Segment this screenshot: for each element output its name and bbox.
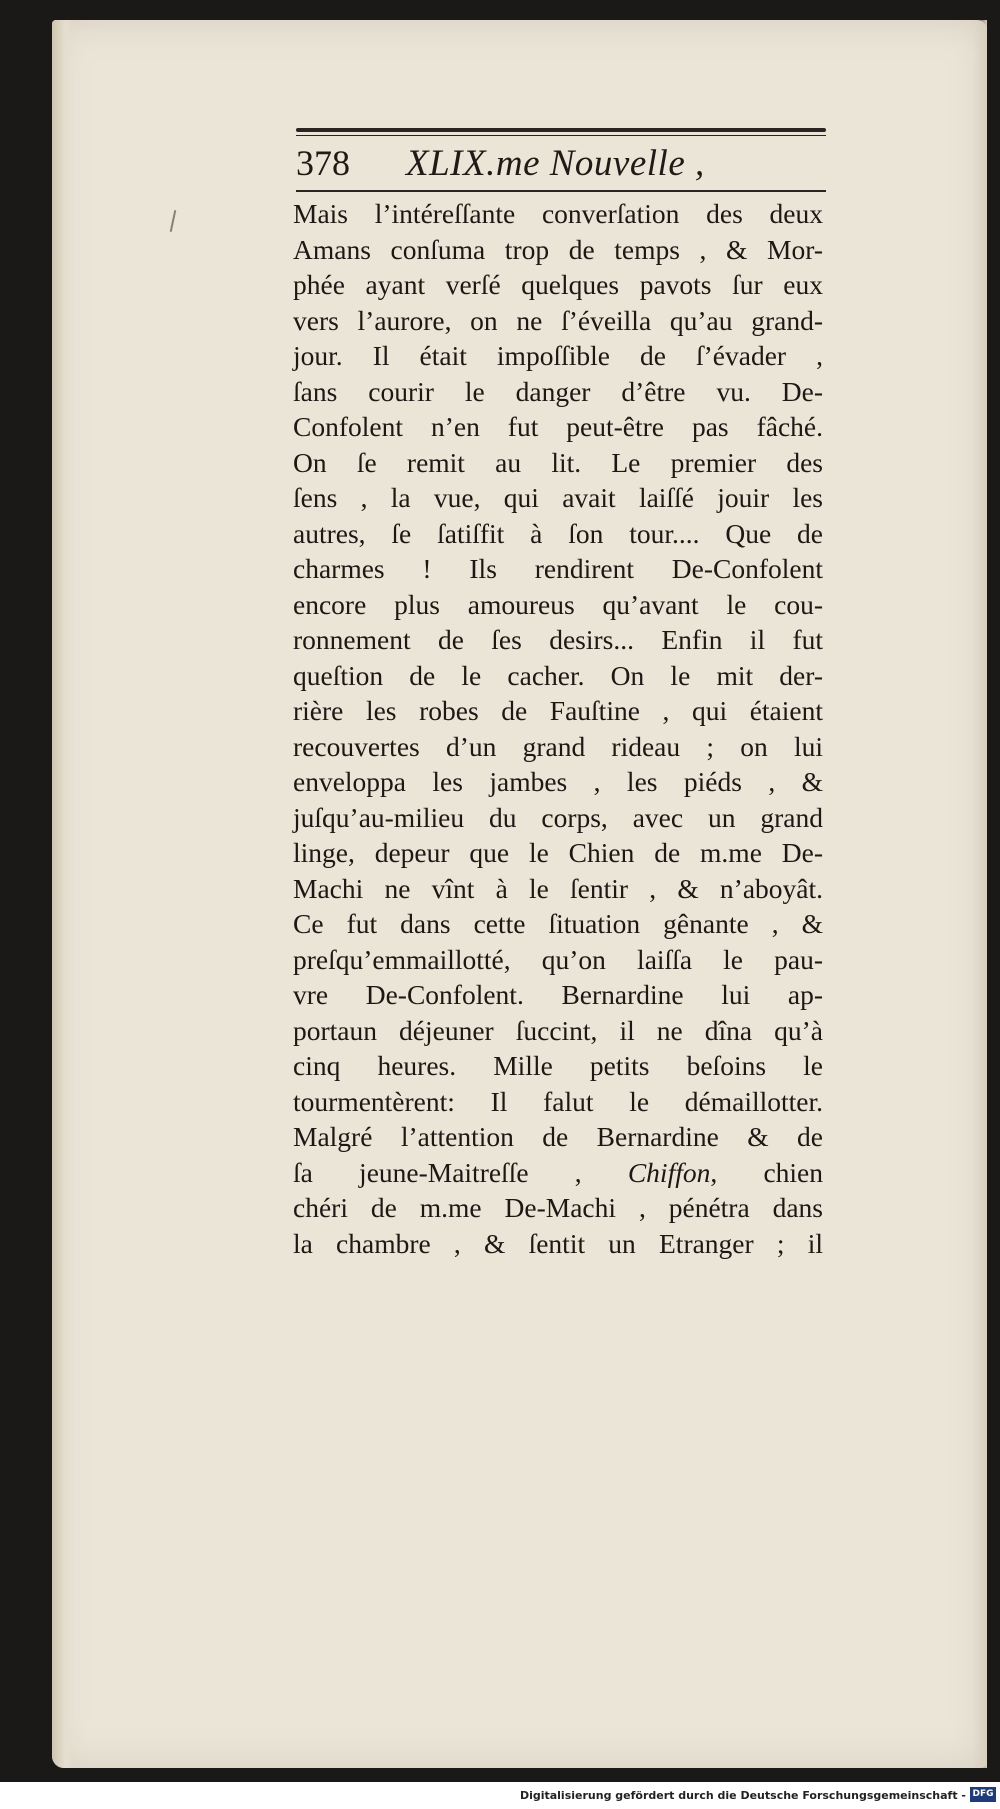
text-line: Mais l’intéreſſante converſation des deux (293, 198, 823, 229)
text-line: ronnement de ſes desirs... Enfin il fut (293, 624, 823, 655)
text-line: recouvertes d’un grand rideau ; on lui (293, 730, 823, 762)
digitization-footer (0, 1782, 1000, 1809)
text-line: preſqu’emmaillotté, qu’on laiſſa le pau- (293, 943, 823, 975)
text-line: enveloppa les jambes , les piéds , & (293, 766, 823, 797)
body-text (293, 196, 823, 1261)
text-line: ſens , la vue, qui avait laiſſé jouir les (293, 482, 823, 513)
text-line: On ſe remit au lit. Le premier des (293, 446, 823, 478)
text-line: queſtion de le cacher. On le mit der- (293, 659, 823, 691)
text-line-with-italic (293, 1155, 823, 1191)
text-line: jour. Il était impoſſible de ſ’évader , (293, 340, 823, 371)
header-rule-top (296, 128, 826, 132)
header-rule-top-thin (296, 135, 826, 136)
text-line: chéri de m.me De-Machi , pénétra dans (293, 1192, 823, 1223)
text-line: ſans courir le danger d’être vu. De- (293, 375, 823, 407)
text-line: vre De-Confolent. Bernardine lui ap- (293, 979, 823, 1010)
text-line: autres, ſe ſatiſfit à ſon tour.... Que de (293, 517, 823, 549)
text-segment: ſa jeune-Maitreſſe , (293, 1156, 582, 1188)
funding-credit: Digitalisierung gefördert durch die Deutsche Forschungsgemeinschaft - (519, 1789, 966, 1802)
page-gutter-shadow (52, 20, 72, 1768)
text-line: Malgré l’attention de Bernardine & de (293, 1121, 823, 1152)
text-line: Machi ne vînt à le ſentir , & n’aboyât. (293, 872, 823, 904)
text-segment: , chien (710, 1156, 823, 1188)
text-line: tourmentèrent: Il falut le démaillotter. (293, 1085, 823, 1117)
header-rule-bottom (296, 190, 826, 192)
text-line: vers l’aurore, on ne ſ’éveilla qu’au grand- (293, 304, 823, 336)
page-edge-shadow (973, 20, 987, 1768)
text-line: linge, depeur que le Chien de m.me De- (293, 837, 823, 868)
text-line: charmes ! Ils rendirent De-Confolent (293, 553, 823, 584)
text-line: Amans conſuma trop de temps , & Mor- (293, 233, 823, 265)
text-line: rière les robes de Fauſtine , qui étaient (293, 695, 823, 726)
text-line: phée ayant verſé quelques pavots ſur eux (293, 269, 823, 300)
running-title: XLIX.me Nouvelle , (406, 143, 705, 184)
italic-name: Chiffon (627, 1156, 711, 1188)
running-header (296, 140, 826, 186)
text-line: Ce fut dans cette ſituation gênante , & (293, 908, 823, 939)
text-line: portaun déjeuner ſuccint, il ne dîna qu’à (293, 1014, 823, 1046)
text-line: Confolent n’en fut peut-être pas fâché. (293, 411, 823, 442)
text-line: juſqu’au-milieu du corps, avec un grand (293, 801, 823, 833)
dfg-logo-icon: DFG (970, 1787, 996, 1802)
text-line: encore plus amoureus qu’avant le cou- (293, 588, 823, 620)
text-line: cinq heures. Mille petits beſoins le (293, 1050, 823, 1081)
page-number: 378 (296, 143, 350, 183)
text-line: la chambre , & ſentit un Etranger ; il (293, 1227, 823, 1259)
